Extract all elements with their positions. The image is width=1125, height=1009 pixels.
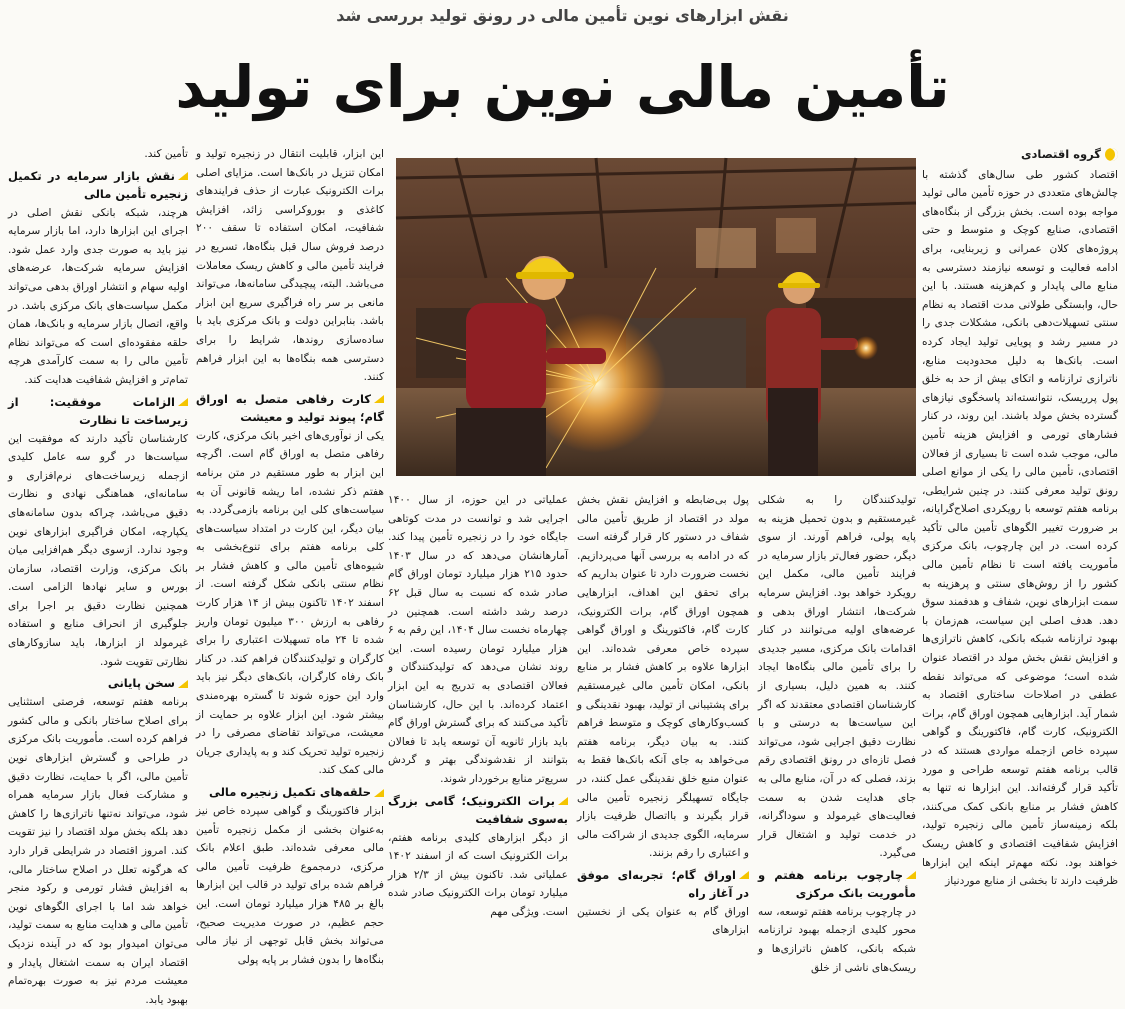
section-heading: الزامات موفقیت: از زیرساخت تا نظارت <box>8 394 188 427</box>
paragraph: اقتصاد کشور طی سال‌های گذشته با چالش‌های متعددی در حوزه تأمین مالی تولید مواجه بوده است. بخش بزرگی از بنگاه‌های اقتصادی، صنایع کوچک و متوسط و حتی پروژه‌های کلان عمرانی و زیربنایی، برای ادامه فعالیت و توسعه نیازمند دسترسی به منابع مالی پایدار و کم‌هزینه هستند. با این حال، وابستگی طولانی مدت اقتصاد به نظام سنتی تسهیلات‌دهی بانکی، مشکلات جدی را در مسیر رشد و پویایی تولید ایجاد کرده است. بانک‌ها به دلیل محدودیت منابع، ناترازی ترازنامه و اتکای بیش از حد به خلق پول پرریسک، نتوانسته‌اند پاسخگوی نیازهای گسترده بخش مولد باشند. این روند، در کنار فشارهای تورمی و افزایش هزینه تأمین مالی، موجب شده است تا بسیاری از فعالان اقتصادی، تأمین مالی را یکی از موانع اصلی رونق تولید معرفی کنند. در چنین شرایطی، برنامه هفتم توسعه با رویکردی اصلاح‌گرایانه، بر ضرورت تغییر الگوهای تأمین مالی تأکید کرده است. در این چارچوب، بانک مرکزی مأموریت یافته است تا نظام تأمین مالی کشور را از روش‌های سنتی و پرهزینه به سمت ابزارهای نوین، شفاف و هدفمند سوق دهد. هدف اصلی این سیاست، هم‌زمان با بهبود ترازنامه شبکه بانکی، کاهش ناترازی‌ها و افزایش نقش بخش مولد در اقتصاد عنوان شده است؛ موضوعی که می‌تواند نقطه عطفی در اصلاحات ساختاری اقتصاد به شمار آید. ابزارهایی همچون اوراق گام، برات الکترونیک، کارت گام، فاکتورینگ و گواهی سپرده خاص ازجمله مواردی هستند که در قالب برنامه هفتم توسعه طراحی و مورد تأکید قرار گرفته‌اند. این ابزارها نه تنها به کاهش فشار بر منابع بانکی کمک می‌کنند، بلکه زمینه‌ساز تأمین مالی زنجیره تولید، افزایش شفافیت اقتصادی و کاهش ریسک خواهند بود. نکته مهم‌تر اینکه این ابزارها ظرفیت دارند تا بخشی از منابع موردنیاز <box>922 168 1118 888</box>
article-column-3b <box>196 145 384 966</box>
paragraph: یکی از نوآوری‌های اخیر بانک مرکزی، کارت رفاهی متصل به اوراق گام است. اگرچه این ابزار به طور مستقیم در متن برنامه هفتم ذکر نشده، اما ریشه قانونی آن به سیاست‌های کلی این برنامه بازمی‌گردد. به بیان دیگر، این کارت در امتداد سیاست‌های کلی برنامه هفتم برای تنوع‌بخشی به شیوه‌های تأمین مالی و کاهش فشار بر نظام سنتی بانکی شکل گرفته است. از اسفند ۱۴۰۲ تاکنون بیش از ۱۴ هزار کارت رفاهی به ارزش ۳۰۰ میلیون تومان واریز شده تا ۲۴ ماه تسهیلات اعتباری را برای کارگران و تولیدکنندگان فراهم کند. در کنار بانک رفاه کارگران، بانک‌های دیگر نیز باید وارد این حوزه شوند تا گستره بهره‌مندی بیشتر شود. این ابزار علاوه بر حمایت از معیشت، می‌تواند تقاضای مصرفی را در زنجیره تولید تحریک کند و به پایداری جریان مالی کمک کند. <box>196 429 384 777</box>
paragraph: در چارچوب برنامه هفتم توسعه، سه محور کلیدی ازجمله بهبود ترازنامه شبکه بانکی، کاهش ناترازی‌ها و ریسک‌های ناشی از خلق <box>758 905 916 974</box>
paragraph: این ابزار، قابلیت انتقال در زنجیره تولید و امکان تنزیل در بانک‌ها است. مزایای اصلی برات الکترونیک عبارت از حذف فرایندهای کاغذی و بوروکراسی زائد، افزایش شفافیت، امکان استفاده تا سقف ۲۰۰ درصد فروش سال قبل بنگاه‌ها، تسریع در فرایند تأمین مالی و کاهش ریسک معاملات می‌باشد. البته، پیچیدگی سامانه‌ها، می‌تواند مانعی بر سر راه فراگیری سریع این ابزار باشد. بنابراین دولت و بانک مرکزی باید با ساده‌سازی روندها، شرایط را برای دسترسی همه بنگاه‌ها به این ابزار فراهم کنند. <box>196 148 384 384</box>
section-heading: نقش بازار سرمایه در تکمیل زنجیره تأمین مالی <box>8 168 188 201</box>
article-photo <box>396 158 916 476</box>
paragraph: تأمین کند. <box>144 148 188 160</box>
paragraph: عملیاتی در این حوزه، از سال ۱۴۰۰ اجرایی شد و توانست در مدت کوتاهی جایگاه خود را در زنجیره تأمین پیدا کند. آمارهانشان می‌دهد که در سال ۱۴۰۳ حدود ۲۱۵ هزار میلیارد تومان اوراق گام صادر شده که نسبت به سال قبل ۶۲ درصد رشد داشته است. همچنین در چهارماه نخست سال ۱۴۰۴، این رقم به ۶ هزار میلیارد تومان رسیده است. این روند نشان می‌دهد که تولیدکنندگان و فعالان اقتصادی به تدریج به این ابزار اعتماد کرده‌اند. با این حال، کارشناسان تأکید می‌کنند که برای گسترش اوراق گام باید بازار ثانویه آن توسعه یابد تا فعالان بتوانند از نقدشوندگی بهتر و گردش سریع‌تر منابع برخوردار شوند. <box>388 494 568 785</box>
paragraph: کارشناسان تأکید دارند که موفقیت این سیاست‌ها در گرو سه عامل کلیدی ازجمله زیرساخت‌های نرم‌افزاری و سامانه‌ای، هماهنگی نهادی و نظارت دقیق می‌باشد، چراکه بدون سامانه‌های یکپارچه، امکان فراگیری ابزارهای نوین وجود ندارد. ازسوی دیگر هم‌افزایی میان بانک مرکزی، وزارت اقتصاد، سازمان بورس و سایر نهادها الزامی است. همچنین نظارت دقیق بر اجرا برای جلوگیری از انحراف منابع و استفاده غیرمولد از ابزارها، باید سازوکارهای نظارتی تقویت شود. <box>8 432 188 668</box>
article-column-4 <box>8 145 188 1006</box>
section-heading: چارچوب برنامه هفتم و مأموریت بانک مرکزی <box>758 867 916 900</box>
author-line <box>922 145 1118 164</box>
article-column-3a <box>388 491 568 918</box>
paragraph: تولیدکنندگان را به شکلی غیرمستقیم و بدون تحمیل هزینه به پایه پولی، فراهم آورند. از سوی دیگر، حضور فعال‌تر بازار سرمایه در فرایند تأمین مالی، مکمل این رویکرد خواهد بود. افزایش سرمایه شرکت‌ها، انتشار اوراق بدهی و عرضه‌های اولیه می‌توانند در کنار اقدامات بانک مرکزی، مسیر جدیدی را برای تأمین مالی بنگاه‌ها ایجاد کنند. به همین دلیل، بسیاری از کارشناسان اقتصادی معتقدند که اگر این سیاست‌ها به درستی و با نظارت دقیق اجرایی شود، می‌تواند فصل تازه‌ای در رونق اقتصادی رقم بزند، فصلی که در آن، منابع مالی به جای هدایت شدن به سمت فعالیت‌های غیرمولد و سوداگرانه، در خدمت تولید و اشتغال قرار می‌گیرد. <box>758 494 916 860</box>
article-column-2b <box>577 491 749 937</box>
section-heading: کارت رفاهی متصل به اوراق گام؛ پیوند تولید و معیشت <box>196 391 384 424</box>
paragraph: پول بی‌ضابطه و افزایش نقش بخش مولد در اقتصاد از طریق تأمین مالی شفاف در دستور کار قرار گرفته است که در ادامه به بررسی آنها می‌پردازیم. نخست ضرورت دارد تا عنوان بداریم که برای تحقق این اهداف، ابزارهایی همچون اوراق گام، برات الکترونیک، کارت گام، فاکتورینگ و اوراق گواهی سپرده خاص معرفی شده‌اند. این ابزارها علاوه بر کاهش فشار بر منابع بانکی، امکان تأمین مالی غیرمستقیم برای پشتیبانی از تولید، بهبود نقدینگی و کسب‌وکارهای کوچک و متوسط فراهم کنند. به بیان دیگر، برنامه هفتم می‌خواهد به جای آنکه بانک‌ها فقط به عنوان منبع خلق نقدینگی عمل کنند، در جایگاه تسهیلگر زنجیره تأمین مالی قرار بگیرند و بااتصال ظرفیت بازار سرمایه، الگوی جدیدی از شراکت مالی و اعتباری را رقم بزنند. <box>577 494 749 860</box>
author-name: گروه اقتصادی <box>1020 147 1101 161</box>
paragraph: اوراق گام به عنوان یکی از نخستین ابزارهای <box>577 905 749 937</box>
section-heading: سخن پایانی <box>8 674 188 692</box>
section-heading: حلقه‌های تکمیل زنجیره مالی <box>196 783 384 801</box>
article-subtitle: نقش ابزارهای نوین تأمین مالی در رونق تولید بررسی شد <box>336 6 789 25</box>
section-heading: برات الکترونیک؛ گامی بزرگ به‌سوی شفافیت <box>388 793 568 826</box>
article-column-2a <box>758 491 916 974</box>
section-logo-icon <box>1105 148 1118 161</box>
factory-workers-photo <box>396 158 916 476</box>
paragraph: هرچند، شبکه بانکی نقش اصلی در اجرای این ابزارها دارد، اما بازار سرمایه نیز باید به صورت جدی وارد عمل شود. افزایش سرمایه شرکت‌ها، عرضه‌های اولیه سهام و انتشار اوراق بدهی می‌تواند مکمل سیاست‌های بانک مرکزی باشد. در واقع، اتصال بازار سرمایه و بانک‌ها، همان حلقه مفقوده‌ای است که می‌تواند نظام تأمین مالی را به سمت کارآمدی هرچه تمام‌تر و افزایش شفافیت هدایت کند. <box>8 206 188 386</box>
paragraph: ابزار فاکتورینگ و گواهی سپرده خاص نیز به‌عنوان بخشی از مکمل زنجیره تأمین مالی معرفی شده‌اند. طبق اعلام بانک مرکزی، درمجموع ظرفیت تأمین مالی فراهم شده برای تولید در قالب این ابزارها بالغ بر ۴۸۵ هزار میلیارد تومان است. این حجم عظیم، در صورت مدیریت صحیح، می‌تواند بخش قابل توجهی از نیاز مالی بنگاه‌ها را بدون فشار بر پایه پولی <box>196 805 384 966</box>
paragraph: از دیگر ابزارهای کلیدی برنامه هفتم، برات الکترونیک است که از اسفند ۱۴۰۲ عملیاتی شد. تاکنون بیش از ۲/۳ هزار میلیارد تومان برات الکترونیک صادر شده است. ویژگی مهم <box>388 831 568 918</box>
article-column-1 <box>922 145 1118 888</box>
section-heading: اوراق گام؛ تجربه‌ای موفق در آغاز راه <box>577 867 749 900</box>
article-headline: تأمین مالی نوین برای تولید <box>175 53 950 121</box>
paragraph: برنامه هفتم توسعه، فرصتی استثنایی برای اصلاح ساختار بانکی و مالی کشور فراهم کرده است. مأموریت بانک مرکزی در طراحی و گسترش ابزارهای نوین تأمین مالی، اگر با حمایت، نظارت دقیق و مشارکت فعال بازار سرمایه همراه شود، می‌تواند نه‌تنها ناترازی‌ها را کاهش دهد بلکه بخش مولد اقتصاد را نیز تقویت کند. امروز اقتصاد در شرایطی قرار دارد که هرگونه تعلل در اصلاح ساختار مالی، به افزایش فشار تورمی و رکود منجر خواهد شد اما با اجرای الگوهای نوین تأمین مالی و هدایت منابع به سمت تولید، می‌توان امیدوار بود که در آینده نزدیک اقتصاد ایران به سمت اشتغال پایدار و معیشت مردم نیز به صورت بهره‌تمام بهبود یابد. <box>8 696 188 1006</box>
